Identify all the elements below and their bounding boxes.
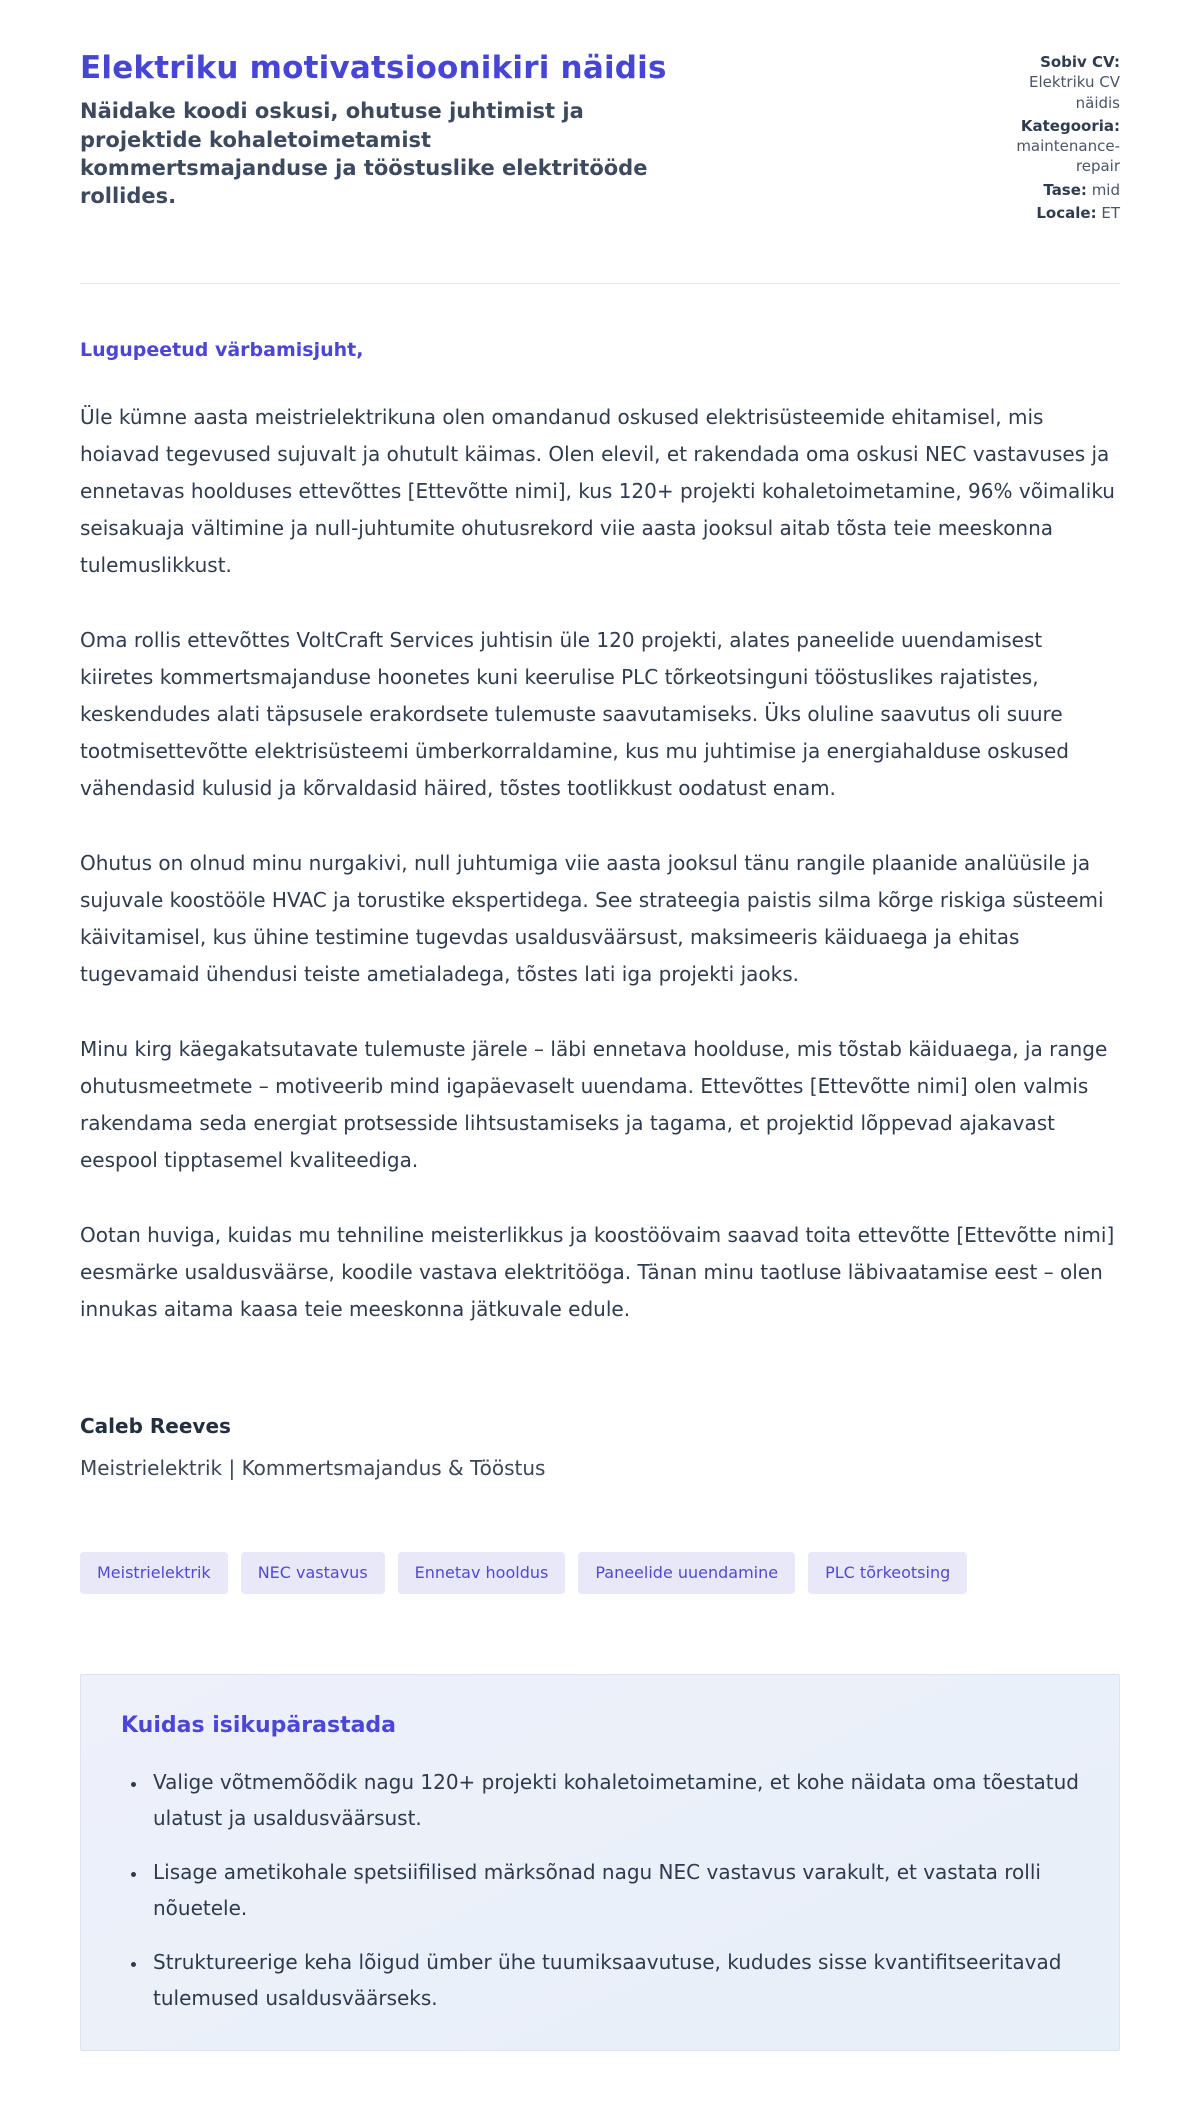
meta-panel <box>985 50 1120 223</box>
letter-paragraph: Minu kirg käegakatsutavate tulemuste järele – läbi ennetava hoolduse, mis tõstab käiduaega, ja range ohutusmeetmete – motiveerib mind igapäevaselt uuendama. Ettevõttes [Ettevõtte nimi] olen valmis rakendama seda energiat protsesside lihtsustamiseks ja tagama, et projektid lõppevad ajakavast eespool tipptasemel kvaliteediga. <box>80 1037 1108 1172</box>
meta-entry: Locale: ET <box>1036 203 1120 222</box>
letter-paragraph: Ootan huviga, kuidas mu tehniline meisterlikkus ja koostöövaim saavad toita ettevõtte [Ettevõtte nimi] eesmärke usaldusväärse, koodile vastava elektritööga. Tänan minu taotluse läbivaatamise eest – olen innukas aitama kaasa teie meeskonna jätkuvale edule. <box>80 1223 1115 1321</box>
page-header <box>80 50 1120 223</box>
meta-entry: Sobiv CV: Elektriku CV näidis <box>1028 53 1120 112</box>
page-title: Elektriku motivatsioonikiri näidis <box>80 50 667 86</box>
meta-entry: Kategooria: maintenance-repair <box>1016 116 1120 176</box>
tag-chip[interactable]: Paneelide uuendamine <box>578 1552 795 1594</box>
tag-chip[interactable]: Meistrielektrik <box>80 1552 228 1594</box>
signature-name: Caleb Reeves <box>80 1414 231 1438</box>
tips-list <box>121 1764 1079 2016</box>
tag-chip[interactable]: NEC vastavus <box>241 1552 385 1594</box>
page-subtitle: Näidake koodi oskusi, ohutuse juhtimist ja projektide kohaletoimetamist kommertsmajanduse ja tööstuslike elektritööde rollides. <box>80 99 648 209</box>
letter-body <box>80 339 1120 2051</box>
letter-paragraph: Üle kümne aasta meistrielektrikuna olen omandanud oskused elektrisüsteemide ehitamisel, mis hoiavad tegevused sujuvalt ja ohutult käimas. Olen elevil, et rakendada oma oskusi NEC vastavuses ja ennetavas hoolduses ettevõttes [Ettevõtte nimi], kus 120+ projekti kohaletoimetamine, 96% võimaliku seisakuaja vältimine ja null-juhtumite ohutusrekord viie aasta jooksul aitab tõsta teie meeskonna tulemuslikkust. <box>80 405 1115 577</box>
meta-label: Kategooria: <box>1020 116 1120 135</box>
tag-chip[interactable]: Ennetav hooldus <box>398 1552 566 1594</box>
letter-paragraph: Oma rollis ettevõttes VoltCraft Services juhtisin üle 120 projekti, alates paneelide uuendamisest kiiretes kommertsmajanduse hoonetes kuni keerulise PLC tõrkeotsinguni tööstuslikes rajatistes, keskendudes alati täpsusele erakordsete tulemuste saavutamiseks. Üks oluline saavutus oli suure tootmisettevõtte elektrisüsteemi ümberkorraldamine, kus mu juhtimise ja energiahalduse oskused vähendasid kulusid ja kõrvaldasid häired, tõstes tootlikkust oodatust enam. <box>80 628 1069 800</box>
meta-label: Sobiv CV: <box>1040 53 1120 71</box>
divider <box>80 283 1120 284</box>
signature-role: Meistrielektrik | Kommertsmajandus & Tööstus <box>80 1456 546 1480</box>
letter-greeting: Lugupeetud värbamisjuht, <box>80 339 364 361</box>
tag-list <box>80 1552 1120 1594</box>
tips-title: Kuidas isikupärastada <box>121 1713 397 1738</box>
header-title-block <box>80 50 680 211</box>
tips-box <box>80 1674 1120 2051</box>
meta-entry: Tase: mid <box>1043 180 1120 199</box>
tip-item: • Lisage ametikohale spetsiifilised märksõnad nagu NEC vastavus varakult, et vastata rolli nõuetele. <box>147 1854 1079 1926</box>
letter-paragraphs <box>80 399 1120 1328</box>
tag-chip[interactable]: PLC tõrkeotsing <box>808 1552 967 1594</box>
letter-paragraph: Ohutus on olnud minu nurgakivi, null juhtumiga viie aasta jooksul tänu rangile plaanide analüüsile ja sujuvale koostööle HVAC ja torustike ekspertidega. See strateegia paistis silma kõrge riskiga süsteemi käivitamisel, kus ühine testimine tugevdas usaldusväärsust, maksimeeris käiduaega ja ehitas tugevamaid ühendusi teiste ametialadega, tõstes lati iga projekti jaoks. <box>80 851 1104 986</box>
tip-item: • Valige võtmemõõdik nagu 120+ projekti kohaletoimetamine, et kohe näidata oma tõestatud ulatust ja usaldusväärsust. <box>147 1764 1079 1836</box>
meta-label: Locale: <box>1036 203 1097 222</box>
meta-label: Tase: <box>1043 180 1087 199</box>
tip-item: • Struktureerige keha lõigud ümber ühe tuumiksaavutuse, kududes sisse kvantifitseeritavad tulemused usaldusväärseks. <box>147 1944 1079 2016</box>
